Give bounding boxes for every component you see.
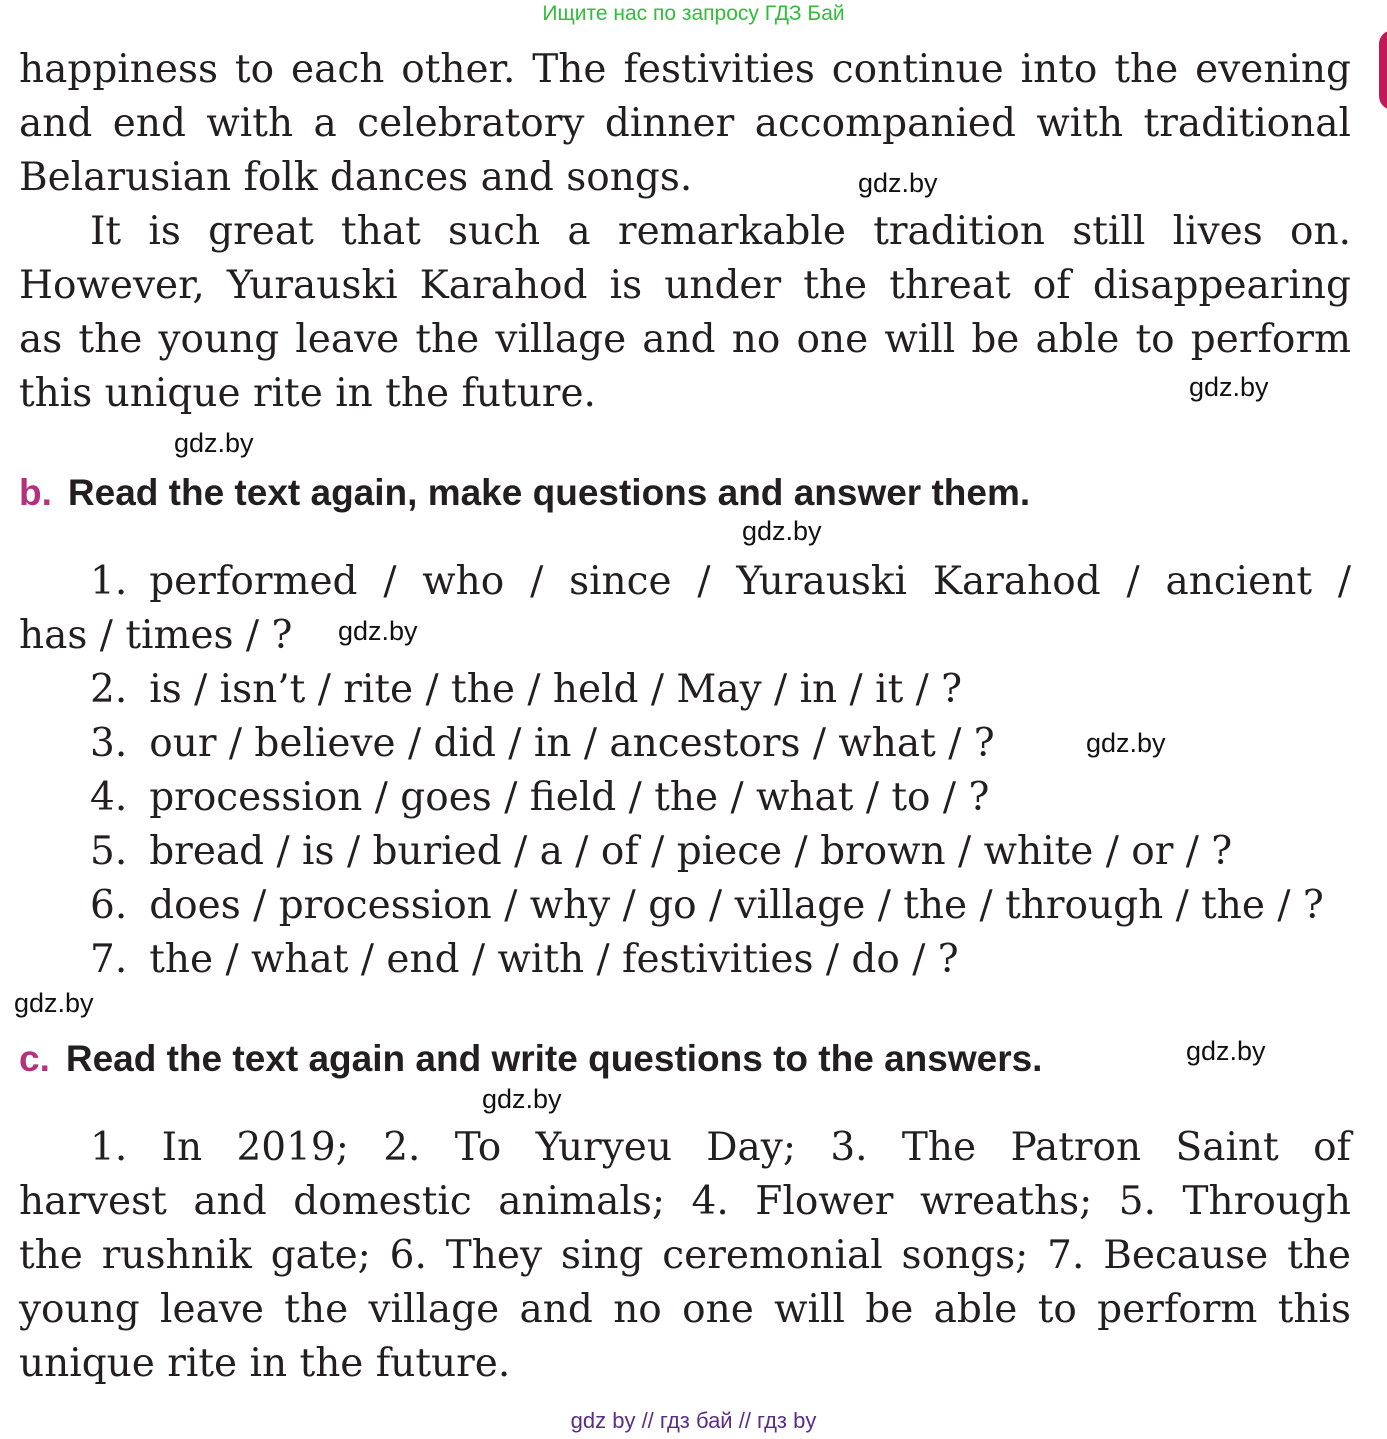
question-item bbox=[90, 775, 990, 820]
question-number: 6. bbox=[90, 883, 128, 928]
paragraph-line: this unique rite in the future. bbox=[19, 371, 596, 416]
answer-line: harvest and domestic animals; 4. Flower wreaths; 5. Through bbox=[19, 1179, 1351, 1224]
task-b-heading bbox=[19, 474, 1030, 511]
question-number: 4. bbox=[90, 775, 128, 820]
question-number: 5. bbox=[90, 829, 128, 874]
question-text: performed / who / since / Yurauski Karahod / ancient / bbox=[149, 559, 1351, 604]
task-c-instruction: Read the text again and write questions to the answers. bbox=[65, 1038, 1043, 1079]
answer-line: 1. In 2019; 2. To Yuryeu Day; 3. The Patron Saint of bbox=[90, 1125, 1351, 1170]
watermark: gdz.by bbox=[338, 616, 418, 646]
watermark: gdz.by bbox=[742, 516, 822, 546]
question-number: 1. bbox=[90, 559, 128, 604]
paragraph-line: and end with a celebratory dinner accompanied with traditional bbox=[19, 101, 1351, 146]
answer-line: young leave the village and no one will be able to perform this bbox=[19, 1287, 1351, 1332]
paragraph-line: Belarusian folk dances and songs. bbox=[19, 155, 693, 200]
question-item bbox=[90, 559, 1351, 604]
question-item-continuation: has / times / ? bbox=[19, 613, 293, 658]
footer-watermark: gdz by // гдз бай // гдз by bbox=[570, 1408, 817, 1433]
question-item bbox=[90, 937, 959, 982]
question-item bbox=[90, 721, 995, 766]
paragraph-line: happiness to each other. The festivities continue into the evening bbox=[19, 47, 1351, 92]
question-text: does / procession / why / go / village / the / through / the / ? bbox=[149, 883, 1324, 928]
search-hint: Ищите нас по запросу ГДЗ Бай bbox=[542, 2, 845, 25]
watermark: gdz.by bbox=[858, 168, 938, 198]
answer-line: unique rite in the future. bbox=[19, 1341, 511, 1386]
question-text: bread / is / buried / a / of / piece / brown / white / or / ? bbox=[149, 829, 1233, 874]
page-edge-tab bbox=[1379, 30, 1387, 110]
question-item bbox=[90, 829, 1233, 874]
paragraph-line: However, Yurauski Karahod is under the threat of disappearing bbox=[19, 263, 1351, 308]
paragraph-line: as the young leave the village and no one will be able to perform bbox=[19, 317, 1351, 362]
watermark: gdz.by bbox=[14, 988, 94, 1018]
question-item bbox=[90, 667, 963, 712]
watermark: gdz.by bbox=[174, 428, 254, 458]
task-b-letter: b. bbox=[19, 472, 52, 513]
watermark: gdz.by bbox=[482, 1084, 562, 1114]
answer-line: the rushnik gate; 6. They sing ceremonial songs; 7. Because the bbox=[19, 1233, 1351, 1278]
task-c-heading bbox=[19, 1040, 1042, 1077]
paragraph-line: It is great that such a remarkable tradition still lives on. bbox=[90, 209, 1351, 254]
question-item bbox=[90, 883, 1324, 928]
task-c-letter: c. bbox=[19, 1038, 50, 1079]
question-number: 2. bbox=[90, 667, 128, 712]
question-text: our / believe / did / in / ancestors / what / ? bbox=[149, 721, 995, 766]
question-text: procession / goes / field / the / what / to / ? bbox=[149, 775, 990, 820]
question-text: is / isn’t / rite / the / held / May / in / it / ? bbox=[149, 667, 963, 712]
question-number: 3. bbox=[90, 721, 128, 766]
watermark: gdz.by bbox=[1186, 1036, 1266, 1066]
watermark: gdz.by bbox=[1086, 728, 1166, 758]
question-text: the / what / end / with / festivities / do / ? bbox=[149, 937, 959, 982]
question-number: 7. bbox=[90, 937, 128, 982]
task-b-instruction: Read the text again, make questions and answer them. bbox=[67, 472, 1031, 513]
watermark: gdz.by bbox=[1189, 372, 1269, 402]
